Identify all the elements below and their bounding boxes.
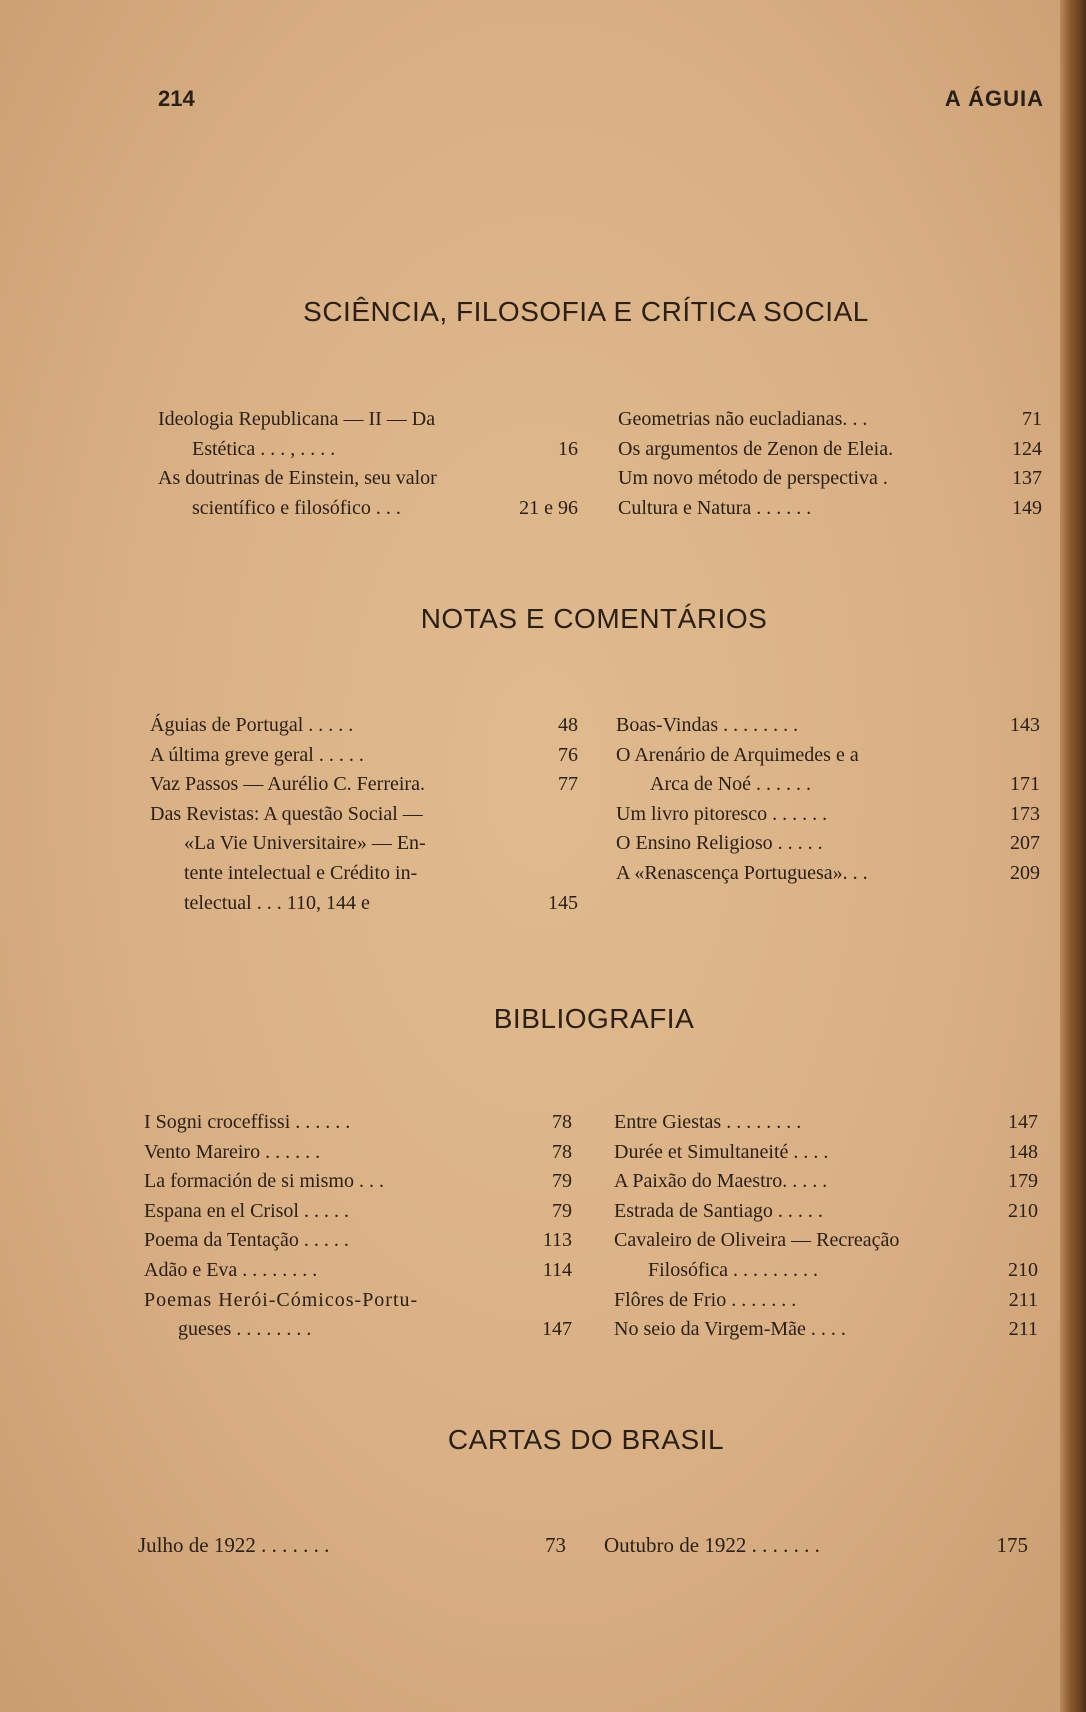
entry-page — [1010, 741, 1040, 771]
entry-page: 76 — [558, 743, 578, 766]
list-item — [614, 1286, 1038, 1316]
running-title: A ÁGUIA — [944, 86, 1044, 111]
sciencia-left-column — [158, 405, 578, 523]
entry-title: Durée et Simultaneité . . . . — [614, 1140, 829, 1163]
entry-title: La formación de si mismo . . . — [144, 1170, 384, 1193]
list-item — [150, 741, 578, 771]
entry-page — [548, 859, 578, 889]
entry-title: O Arenário de Arquimedes e a — [616, 743, 859, 766]
entry-page: 148 — [1008, 1140, 1038, 1163]
list-item — [618, 405, 1042, 435]
entry-page — [548, 464, 578, 494]
list-item — [614, 1256, 1038, 1286]
entry-page: 173 — [1010, 802, 1040, 825]
entry-title: telectual . . . 110, 144 e — [184, 891, 370, 914]
list-item — [614, 1138, 1038, 1168]
entry-title: Cavaleiro de Oliveira — Recreação — [614, 1229, 900, 1252]
entry-page: 145 — [548, 891, 578, 914]
bibliografia-right-column — [614, 1108, 1038, 1345]
cartas-left-column — [138, 1531, 566, 1561]
entry-page: 78 — [552, 1111, 572, 1133]
list-item — [614, 1167, 1038, 1197]
section-heading-sciencia: SCIÊNCIA, FILOSOFIA E CRÍTICA SOCIAL — [303, 296, 869, 327]
entry-page: 207 — [1010, 832, 1040, 855]
entry-title: Águias de Portugal . . . . . — [150, 714, 354, 736]
entry-page: 209 — [1010, 861, 1040, 884]
entry-page: 78 — [552, 1140, 572, 1163]
entry-title: Poema da Tentação . . . . . — [144, 1229, 349, 1252]
entry-page: 113 — [542, 1229, 572, 1252]
list-item — [618, 464, 1042, 494]
entry-title: Estética . . . , . . . . — [192, 437, 336, 460]
entry-page: 137 — [1012, 467, 1042, 490]
list-item — [614, 1226, 1038, 1256]
entry-title: Estrada de Santiago . . . . . — [614, 1199, 823, 1222]
entry-title: Adão e Eva . . . . . . . . — [144, 1258, 318, 1281]
entry-page: 210 — [1008, 1199, 1038, 1222]
entry-page: 147 — [542, 1318, 572, 1341]
entry-page: 16 — [558, 437, 578, 460]
list-item — [144, 1167, 572, 1197]
entry-page: 147 — [1008, 1111, 1038, 1133]
cartas-right-column — [604, 1531, 1028, 1561]
entry-title: As doutrinas de Einstein, seu valor — [158, 467, 437, 490]
notas-right-column — [616, 711, 1040, 889]
entry-title: Um livro pitoresco . . . . . . — [616, 802, 828, 825]
list-item — [618, 435, 1042, 465]
list-item — [614, 1108, 1038, 1138]
entry-title: Outubro de 1922 . . . . . . . — [604, 1533, 820, 1557]
list-item — [616, 829, 1040, 859]
entry-page: 149 — [1012, 496, 1042, 519]
entry-page: 210 — [1008, 1258, 1038, 1281]
list-item — [150, 800, 578, 830]
entry-title: Um novo método de perspectiva . — [618, 467, 888, 490]
entry-page: 179 — [1008, 1170, 1038, 1193]
entry-title: O Ensino Religioso . . . . . — [616, 832, 823, 855]
entry-title: Poemas Herói-Cómicos-Portu- — [144, 1288, 419, 1311]
list-item — [144, 1226, 572, 1256]
list-item — [144, 1108, 572, 1138]
entry-page — [548, 800, 578, 830]
entry-title: A Paixão do Maestro. . . . . — [614, 1170, 828, 1193]
entry-title: gueses . . . . . . . . — [178, 1318, 312, 1341]
entry-title: Das Revistas: A questão Social — — [150, 802, 423, 825]
list-item — [604, 1531, 1028, 1561]
entry-page: 71 — [1022, 408, 1042, 430]
entry-title: Julho de 1922 . . . . . . . — [138, 1533, 330, 1557]
list-item — [616, 711, 1040, 741]
entry-title: Entre Giestas . . . . . . . . — [614, 1111, 802, 1133]
page-number: 214 — [158, 86, 195, 111]
list-item — [616, 770, 1040, 800]
entry-title: Espana en el Crisol . . . . . — [144, 1199, 349, 1222]
list-item — [144, 1138, 572, 1168]
entry-title: Filosófica . . . . . . . . . — [648, 1258, 818, 1281]
entry-page: 114 — [542, 1258, 572, 1281]
entry-title: tente intelectual e Crédito in- — [184, 861, 418, 884]
entry-title: A última greve geral . . . . . — [150, 743, 364, 766]
entry-title: Boas-Vindas . . . . . . . . — [616, 714, 799, 736]
entry-title: A «Renascença Portuguesa». . . — [616, 861, 868, 884]
section-heading-bibliografia: BIBLIOGRAFIA — [493, 1003, 695, 1034]
entry-title: Ideologia Republicana — II — Da — [158, 408, 436, 430]
entry-title: scientífico e filosófico . . . — [192, 496, 401, 519]
entry-page: 77 — [558, 773, 578, 796]
bibliografia-left-column — [144, 1108, 572, 1345]
entry-page: 79 — [552, 1199, 572, 1222]
list-item — [150, 770, 578, 800]
entry-title: I Sogni croceffissi . . . . . . — [144, 1111, 351, 1133]
entry-page — [548, 829, 578, 859]
entry-page: 211 — [1008, 1318, 1038, 1341]
entry-page: 21 e 96 — [519, 496, 578, 519]
list-item — [614, 1197, 1038, 1227]
list-item — [616, 859, 1040, 889]
list-item — [150, 889, 578, 919]
sciencia-right-column — [618, 405, 1042, 523]
entry-page: 73 — [545, 1533, 566, 1557]
entry-page: 79 — [552, 1170, 572, 1193]
entry-title: Os argumentos de Zenon de Eleia. — [618, 437, 894, 460]
entry-title: No seio da Virgem-Mãe . . . . — [614, 1318, 846, 1341]
list-item — [150, 829, 578, 859]
section-heading-notas: NOTAS E COMENTÁRIOS — [420, 603, 768, 634]
entry-title: Vaz Passos — Aurélio C. Ferreira. — [150, 773, 425, 796]
list-item — [614, 1315, 1038, 1345]
entry-page: 48 — [558, 714, 578, 736]
list-item — [144, 1256, 572, 1286]
entry-page: 171 — [1010, 773, 1040, 796]
list-item — [618, 494, 1042, 524]
list-item — [144, 1315, 572, 1345]
entry-title: Geometrias não eucladianas. . . — [618, 408, 868, 430]
section-heading-cartas: CARTAS DO BRASIL — [447, 1424, 725, 1455]
entry-page: 211 — [1008, 1288, 1038, 1311]
entry-title: Vento Mareiro . . . . . . — [144, 1140, 321, 1163]
list-item — [616, 741, 1040, 771]
entry-page — [542, 1286, 572, 1316]
entry-page: 175 — [996, 1533, 1028, 1557]
list-item — [138, 1531, 566, 1561]
list-item — [158, 405, 578, 435]
list-item — [144, 1197, 572, 1227]
list-item — [158, 464, 578, 494]
entry-title: Arca de Noé . . . . . . — [650, 773, 812, 796]
entry-title: Cultura e Natura . . . . . . — [618, 496, 812, 519]
entry-page — [548, 405, 578, 435]
notas-left-column — [150, 711, 578, 918]
list-item — [616, 800, 1040, 830]
entry-title: Flôres de Frio . . . . . . . — [614, 1288, 797, 1311]
entry-title: «La Vie Universitaire» — En- — [184, 832, 426, 855]
list-item — [144, 1286, 572, 1316]
entry-page — [1008, 1226, 1038, 1256]
list-item — [150, 859, 578, 889]
list-item — [158, 494, 578, 524]
list-item — [158, 435, 578, 465]
entry-page: 124 — [1012, 437, 1042, 460]
list-item — [150, 711, 578, 741]
entry-page: 143 — [1010, 714, 1040, 736]
